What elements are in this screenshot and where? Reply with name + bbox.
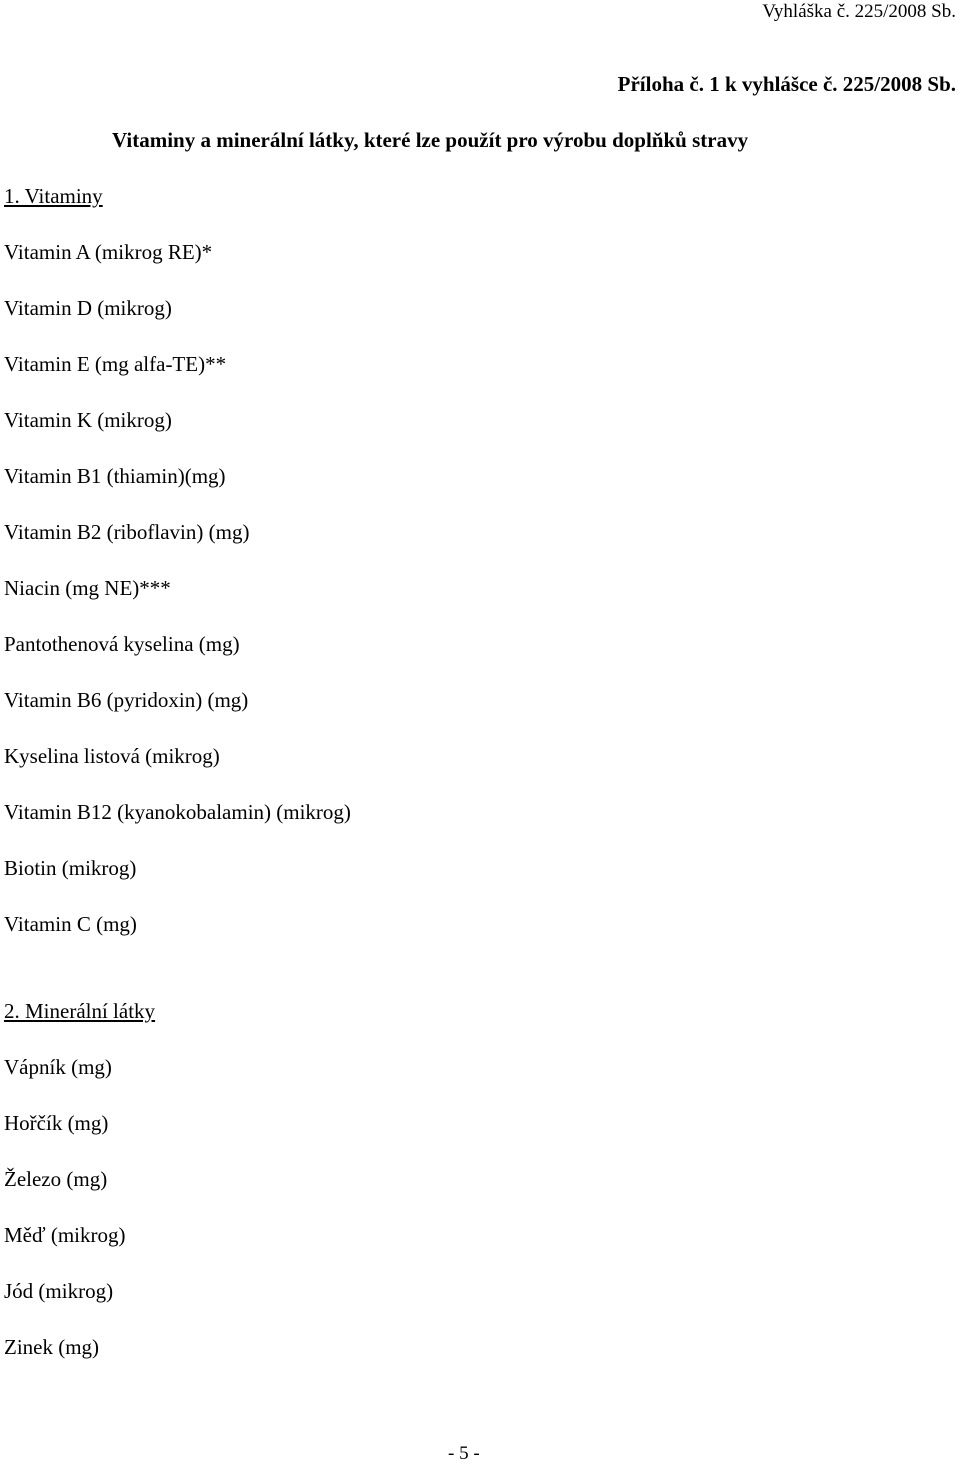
mineral-list [4, 1057, 125, 1393]
list-item: Vitamin B2 (riboflavin) (mg) [4, 520, 250, 544]
list-item: Vitamin B12 (kyanokobalamin) (mikrog) [4, 800, 351, 824]
list-item: Železo (mg) [4, 1167, 108, 1191]
section-heading-mineralni-latky: 2. Minerální látky [4, 999, 156, 1023]
list-item: Vitamin E (mg alfa-TE)** [4, 352, 227, 376]
list-item: Vápník (mg) [4, 1055, 112, 1079]
vitamin-list [4, 242, 351, 970]
page-number: - 5 - [448, 1443, 480, 1464]
list-item: Biotin (mikrog) [4, 856, 137, 880]
running-header: Vyhláška č. 225/2008 Sb. [762, 1, 956, 22]
list-item: Vitamin A (mikrog RE)* [4, 240, 213, 264]
list-item: Vitamin B1 (thiamin)(mg) [4, 464, 226, 488]
list-item: Vitamin B6 (pyridoxin) (mg) [4, 688, 249, 712]
list-item: Vitamin C (mg) [4, 912, 137, 936]
list-item: Jód (mikrog) [4, 1279, 114, 1303]
list-item: Hořčík (mg) [4, 1111, 109, 1135]
document-title: Vitaminy a minerální látky, které lze použít pro výrobu doplňků stravy [112, 128, 749, 152]
list-item: Měď (mikrog) [4, 1223, 126, 1247]
list-item: Vitamin D (mikrog) [4, 296, 172, 320]
annex-label: Příloha č. 1 k vyhlášce č. 225/2008 Sb. [617, 72, 956, 96]
section-heading-vitaminy: 1. Vitaminy [4, 184, 103, 208]
list-item: Niacin (mg NE)*** [4, 576, 171, 600]
list-item: Vitamin K (mikrog) [4, 408, 172, 432]
list-item: Zinek (mg) [4, 1335, 100, 1359]
list-item: Pantothenová kyselina (mg) [4, 632, 240, 656]
list-item: Kyselina listová (mikrog) [4, 744, 220, 768]
